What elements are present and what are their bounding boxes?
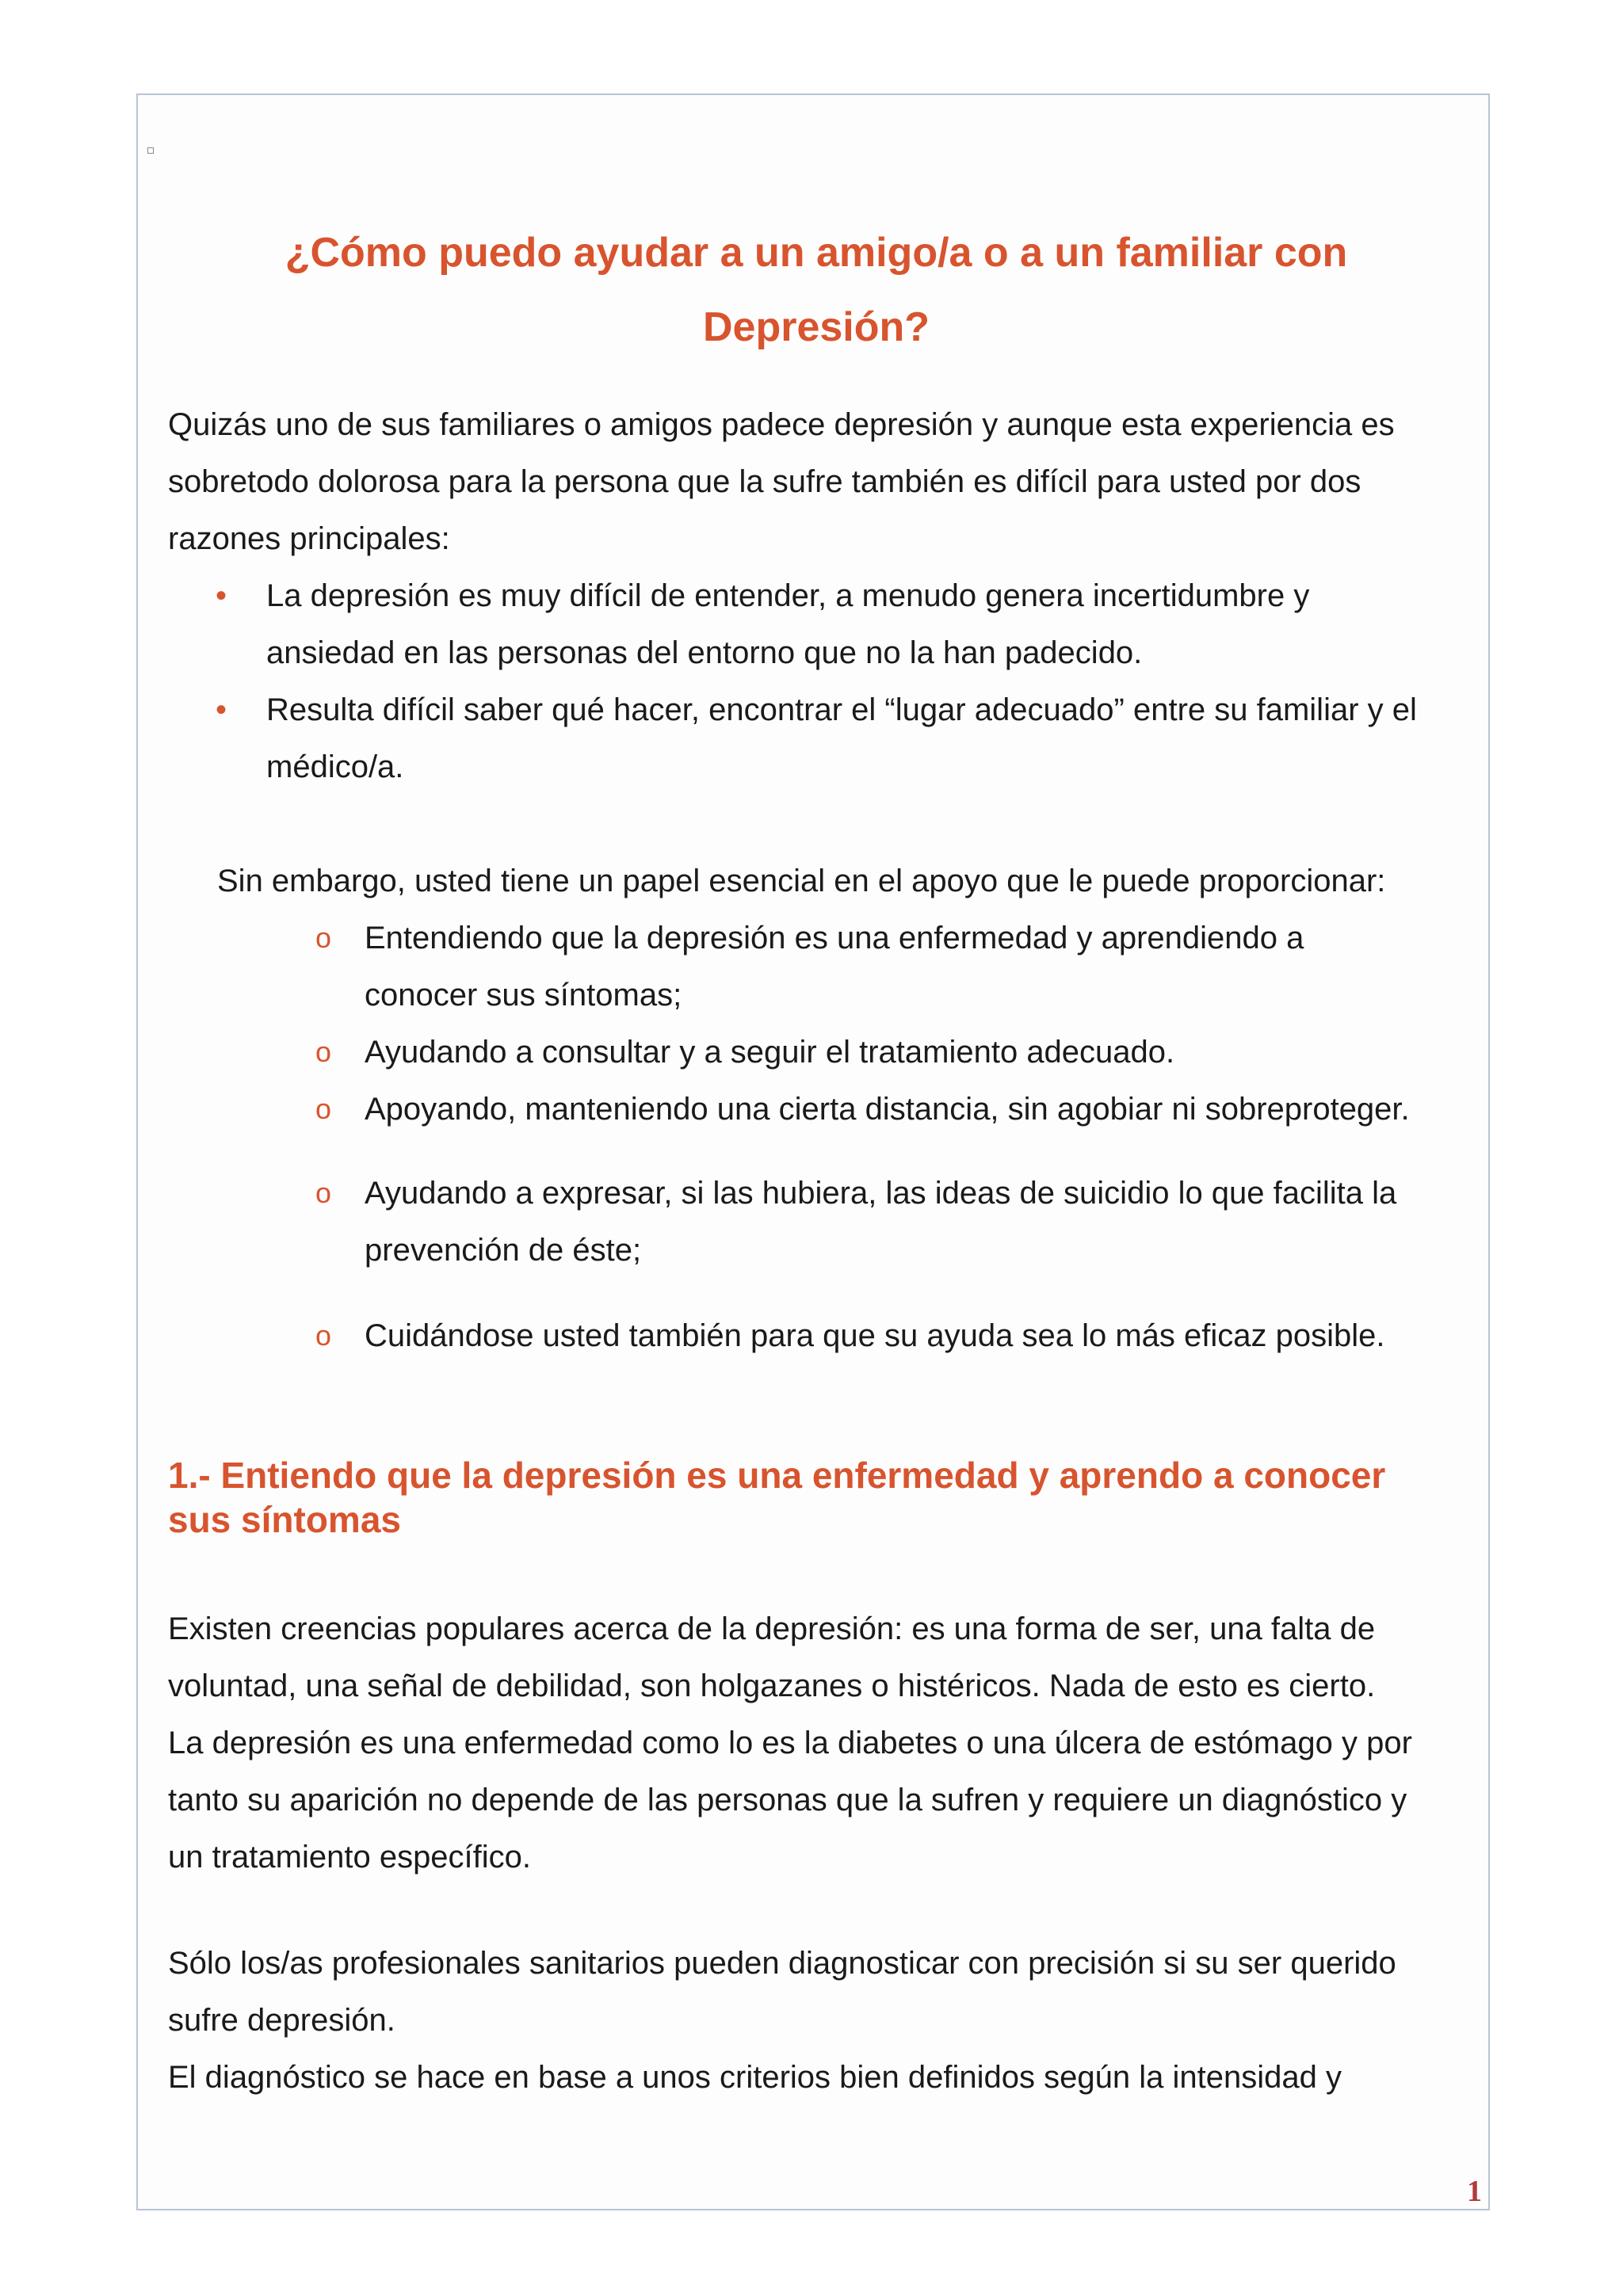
intro-line: Quizás uno de sus familiares o amigos padece depresión y aunque esta experiencia es <box>168 407 1395 442</box>
bullet-dot: • <box>216 578 227 613</box>
title-line-1: ¿Cómo puedo ayudar a un amigo/a o a un familiar con <box>285 230 1348 276</box>
list-item <box>168 681 1468 795</box>
item-text: Cuidándose usted también para que su ayuda sea lo más eficaz posible. <box>365 1318 1385 1353</box>
item-text: Entendiendo que la depresión es una enfermedad y aprendiendo a <box>365 921 1304 955</box>
bullet-text: ansiedad en las personas del entorno que no la han padecido. <box>266 635 1143 670</box>
paragraph-line: El diagnóstico se hace en base a unos criterios bien definidos según la intensidad y <box>168 2060 1342 2095</box>
bullet-circle: o <box>315 1093 332 1125</box>
section-paragraph-2 <box>168 1935 1468 2106</box>
bullet-dot: • <box>216 692 227 727</box>
item-text: conocer sus síntomas; <box>365 978 682 1013</box>
bullet-circle: o <box>315 921 332 954</box>
intro-line: razones principales: <box>168 521 450 556</box>
sin-embargo-paragraph: Sin embargo, usted tiene un papel esencial en el apoyo que le puede proporcionar: <box>217 864 1386 898</box>
paragraph-line: sufre depresión. <box>168 2003 395 2038</box>
bullet-text: médico/a. <box>266 749 404 784</box>
item-text: Ayudando a consultar y a seguir el tratamiento adecuado. <box>365 1035 1175 1070</box>
document-title <box>182 215 1450 364</box>
section-heading <box>168 1453 1468 1542</box>
paragraph-line: voluntad, una señal de debilidad, son holgazanes o histéricos. Nada de esto es cierto. <box>168 1669 1376 1703</box>
heading-line: 1.- Entiendo que la depresión es una enfermedad y aprendo a conocer <box>168 1455 1386 1496</box>
item-text: Ayudando a expresar, si las hubiera, las ideas de suicidio lo que facilita la <box>365 1176 1397 1211</box>
bullet-text: La depresión es muy difícil de entender, a menudo genera incertidumbre y <box>266 578 1310 613</box>
intro-line: sobretodo dolorosa para la persona que la sufre también es difícil para usted por dos <box>168 464 1361 499</box>
page-number: 1 <box>1467 2175 1482 2208</box>
bullet-circle: o <box>315 1035 332 1068</box>
bullet-circle: o <box>315 1177 332 1209</box>
paragraph-line: tanto su aparición no depende de las personas que la sufren y requiere un diagnóstico y <box>168 1783 1407 1817</box>
paragraph-line: un tratamiento específico. <box>168 1840 532 1875</box>
paragraph-line: Existen creencias populares acerca de la depresión: es una forma de ser, una falta de <box>168 1611 1376 1646</box>
bullet-text: Resulta difícil saber qué hacer, encontrar el “lugar adecuado” entre su familiar y el <box>266 692 1417 727</box>
list-item <box>168 567 1468 681</box>
section-paragraph-1 <box>168 1600 1468 1886</box>
heading-line: sus síntomas <box>168 1499 401 1540</box>
paragraph-line: La depresión es una enfermedad como lo es la diabetes o una úlcera de estómago y por <box>168 1726 1412 1760</box>
intro-paragraph <box>168 396 1468 567</box>
bullet-circle: o <box>315 1319 332 1352</box>
title-line-2: Depresión? <box>702 304 930 350</box>
paragraph-line: Sólo los/as profesionales sanitarios pueden diagnosticar con precisión si su ser querido <box>168 1946 1396 1981</box>
anchor-mark <box>147 147 154 154</box>
reasons-list <box>168 567 1468 795</box>
item-text: Apoyando, manteniendo una cierta distancia, sin agobiar ni sobreproteger. <box>365 1092 1410 1127</box>
item-text: prevención de éste; <box>365 1233 642 1268</box>
